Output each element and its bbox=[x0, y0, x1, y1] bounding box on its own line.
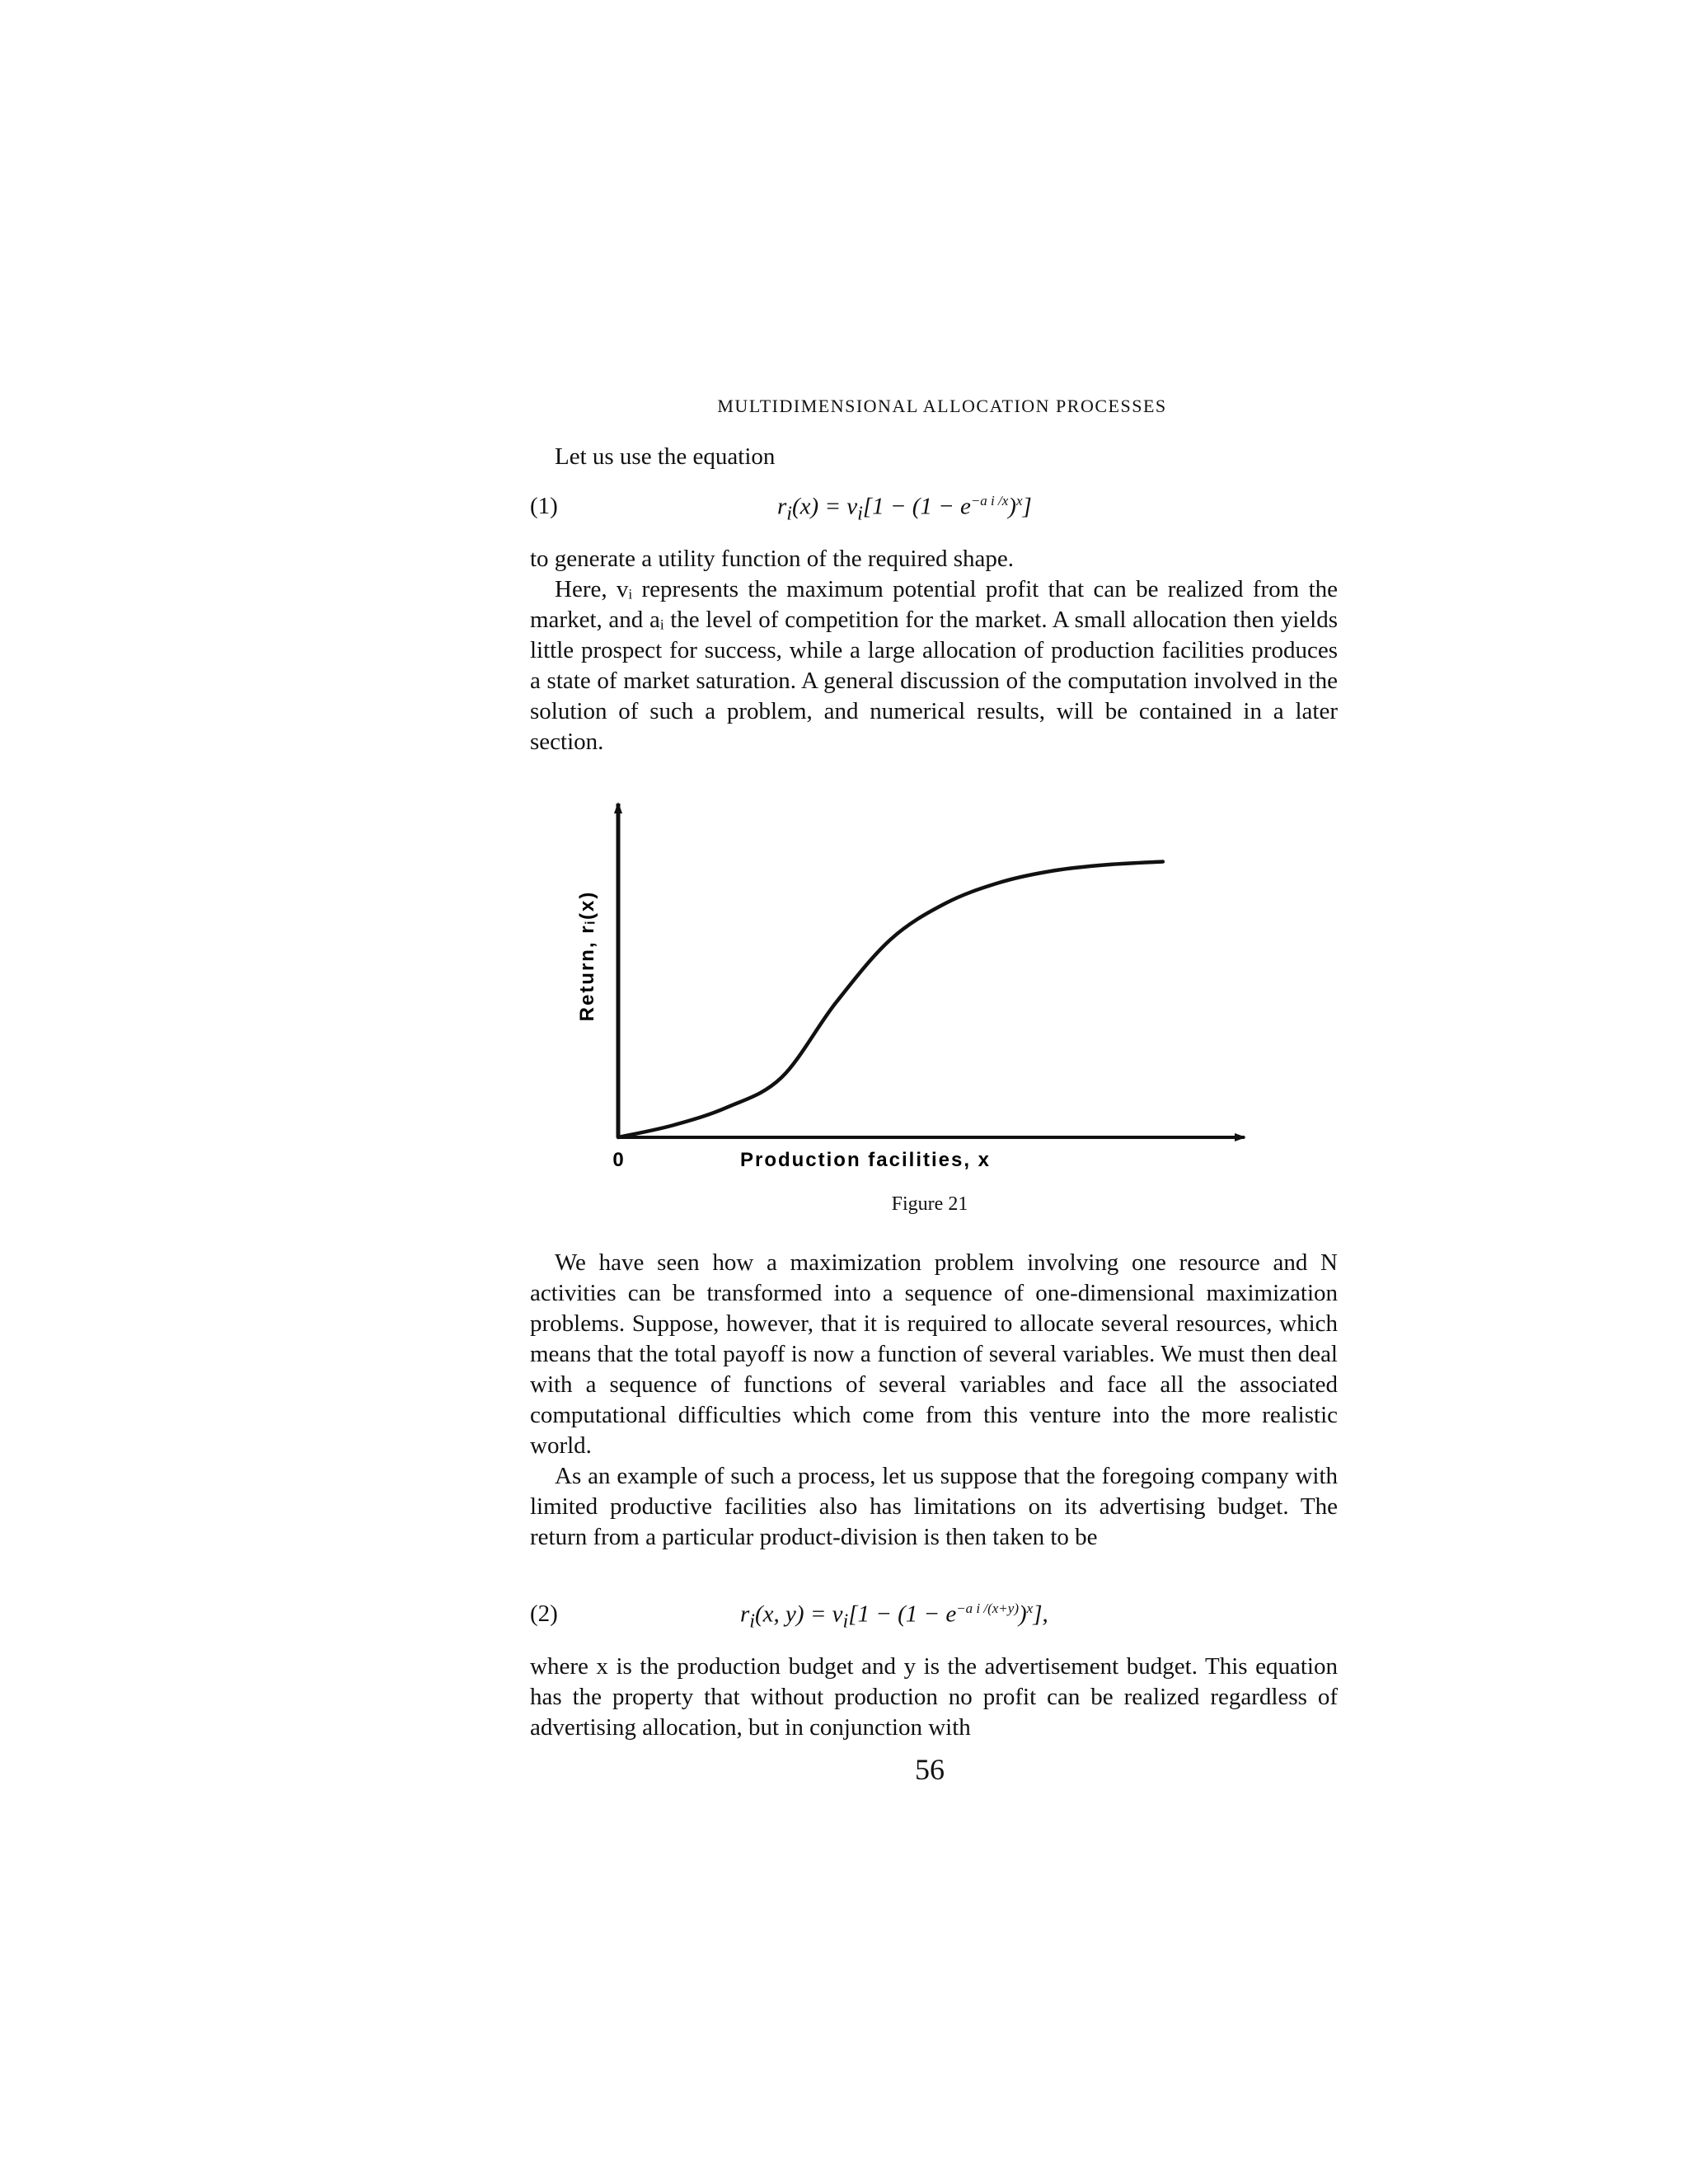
page-number: 56 bbox=[915, 1753, 945, 1786]
origin-label: 0 bbox=[612, 1149, 624, 1171]
text-block-3 bbox=[530, 1652, 1338, 1743]
eq2-lhs: r bbox=[740, 1601, 750, 1628]
equation-1 bbox=[530, 493, 1338, 526]
eq2-rhs-exp2: x bbox=[1026, 1601, 1034, 1616]
y-axis-label: Return, rᵢ(x) bbox=[576, 890, 598, 1022]
eq2-rhs-close: ) bbox=[1019, 1601, 1027, 1628]
text-block-2 bbox=[530, 1248, 1338, 1553]
paragraph-5: where x is the production budget and y is the advertisement budget. This equation has the property that without production no profit can be realized regardless of advertising allocation, but in conjunction with bbox=[530, 1653, 1338, 1741]
return-curve bbox=[618, 862, 1163, 1138]
eq2-lhs-arg: (x, y) = v bbox=[755, 1601, 843, 1628]
eq1-rhs-sub: i bbox=[857, 502, 863, 525]
eq2-rhs-end: ], bbox=[1033, 1601, 1048, 1628]
eq1-rhs-exp: −a i /x bbox=[970, 493, 1009, 509]
eq2-lhs-sub: i bbox=[749, 1610, 756, 1633]
text-block-1 bbox=[530, 544, 1338, 757]
x-axis-label: Production facilities, x bbox=[739, 1149, 992, 1171]
paragraph-2: Here, vᵢ represents the maximum potential profit that can be realized from the market, and aᵢ the level of competition for the market. A small allocation then yields little prospect for success, while a large allocation of production facilities produces a state of market saturation. A general discussion of the computation involved in the solution of such a problem, and numerical results, will be contained in a later section. bbox=[530, 576, 1338, 755]
figure-21-chart bbox=[528, 791, 1269, 1220]
paragraph-1: to generate a utility function of the required shape. bbox=[530, 546, 1015, 572]
eq2-rhs-sub: i bbox=[842, 1610, 849, 1633]
eq1-rhs-exp2: x bbox=[1015, 493, 1023, 509]
eq2-rhs-exp: −a i /(x+y) bbox=[956, 1601, 1019, 1616]
equation-2-number: (2) bbox=[530, 1601, 558, 1627]
eq2-rhs-main: [1 − (1 − e bbox=[848, 1601, 957, 1628]
eq1-lhs: r bbox=[777, 493, 787, 520]
eq1-rhs-main: [1 − (1 − e bbox=[862, 493, 971, 520]
figure-caption: Figure 21 bbox=[891, 1193, 968, 1215]
eq1-rhs-end: ] bbox=[1022, 493, 1032, 520]
paragraph-4: As an example of such a process, let us suppose that the foregoing company with limited productive facilities also has limitations on its advertising budget. The return from a particular product-division is then taken to be bbox=[530, 1463, 1338, 1550]
equation-1-number: (1) bbox=[530, 493, 558, 519]
equation-2 bbox=[530, 1601, 1338, 1633]
eq1-rhs-close: ) bbox=[1008, 493, 1016, 520]
intro-text: Let us use the equation bbox=[555, 443, 776, 470]
running-head: MULTIDIMENSIONAL ALLOCATION PROCESSES bbox=[717, 396, 1167, 416]
paragraph-3: We have seen how a maximization problem involving one resource and N activities can be transformed into a sequence of one-dimensional maximization problems. Suppose, however, that it is required to allocate several resources, which means that the total payoff is now a function of several variables. We must then deal with a sequence of functions of several variables and face all the associated computational difficulties which come from this venture into the more realistic world. bbox=[530, 1249, 1338, 1459]
intro-line bbox=[530, 442, 1338, 472]
eq1-lhs-sub: i bbox=[786, 502, 793, 525]
equation-2-body bbox=[740, 1601, 1048, 1633]
eq1-lhs-arg: (x) = v bbox=[792, 493, 858, 520]
equation-1-body bbox=[777, 493, 1032, 525]
